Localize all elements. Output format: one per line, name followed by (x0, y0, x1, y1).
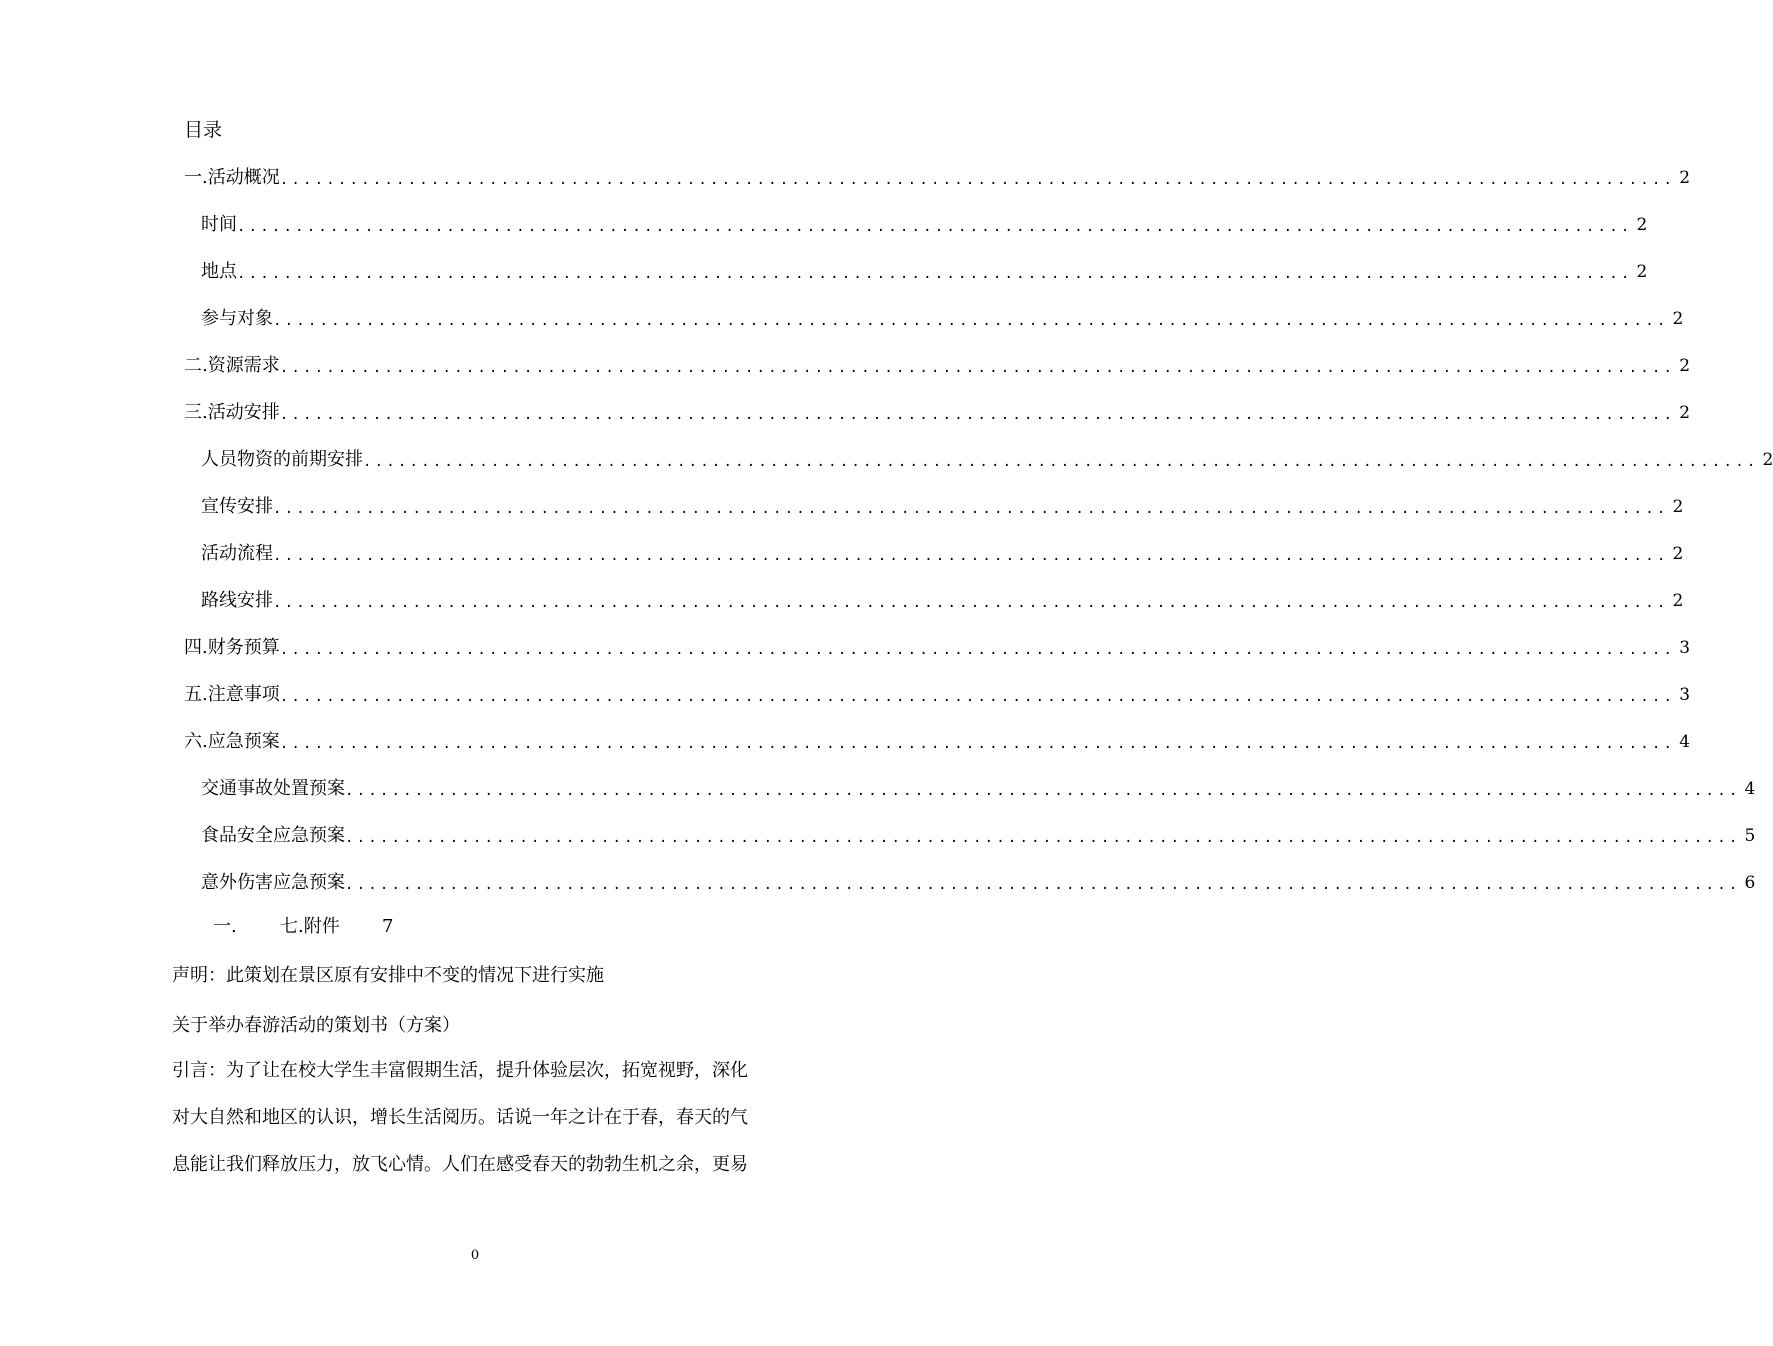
toc-entry[interactable] (184, 352, 1691, 380)
toc-entry-page: 3 (1679, 638, 1691, 658)
toc-leader-dots: ........................................................................................................................ (279, 407, 1676, 423)
toc-entry[interactable] (184, 164, 1691, 192)
toc-leader-dots: ........................................................................................................................ (345, 830, 1741, 846)
statement-text: 声明：此策划在景区原有安排中不变的情况下进行实施 (172, 965, 604, 986)
toc-entry-page: 2 (1636, 215, 1648, 235)
toc-entry-page: 2 (1672, 591, 1684, 611)
toc-entry[interactable] (184, 728, 1691, 756)
toc-leader-dots: ........................................................................................................................ (273, 548, 1669, 564)
toc-leader-dots: ........................................................................................................................ (237, 219, 1633, 235)
toc-title: 目录 (184, 119, 223, 141)
appendix-number: 一. (213, 916, 237, 937)
toc-entry-page: 2 (1672, 544, 1684, 564)
toc-leader-dots: ........................................................................................................................ (279, 642, 1676, 658)
toc-entry-label: 宣传安排 (201, 496, 273, 517)
appendix-label: 七.附件 (280, 916, 340, 937)
toc-entry-label: 交通事故处置预案 (201, 778, 345, 799)
toc-leader-dots: ........................................................................................................................ (273, 501, 1669, 517)
toc-entry-label: 一.活动概况 (184, 167, 280, 188)
toc-entry-label: 六.应急预案 (184, 731, 280, 752)
toc-entry[interactable] (201, 775, 1756, 803)
toc-entry-label: 地点 (201, 261, 237, 282)
toc-leader-dots: ........................................................................................................................ (279, 689, 1676, 705)
toc-leader-dots: ........................................................................................................................ (273, 595, 1669, 611)
toc-entry-page: 2 (1679, 356, 1691, 376)
toc-entry-label: 三.活动安排 (184, 402, 280, 423)
toc-leader-dots: ........................................................................................................................ (345, 877, 1741, 893)
toc-entry-label: 时间 (201, 214, 237, 235)
toc-leader-dots: ........................................................................................................................ (279, 172, 1676, 188)
toc-entry[interactable] (184, 681, 1691, 709)
document-title: 关于举办春游活动的策划书（方案） (172, 1015, 460, 1036)
intro-line: 对大自然和地区的认识，增长生活阅历。话说一年之计在于春，春天的气 (172, 1107, 748, 1128)
toc-entry-label: 五.注意事项 (184, 684, 280, 705)
toc-entry-page: 6 (1744, 873, 1756, 893)
toc-entry-page: 4 (1744, 779, 1756, 799)
toc-entry[interactable] (201, 211, 1648, 239)
toc-leader-dots: ........................................................................................................................ (273, 313, 1669, 329)
toc-leader-dots: ........................................................................................................................ (363, 454, 1759, 470)
toc-entry-page: 2 (1679, 168, 1691, 188)
intro-line: 引言：为了让在校大学生丰富假期生活，提升体验层次，拓宽视野，深化 (172, 1060, 748, 1081)
toc-entry[interactable] (201, 446, 1773, 474)
toc-entry-page: 3 (1679, 685, 1691, 705)
toc-entry-page: 4 (1679, 732, 1691, 752)
toc-leader-dots: ........................................................................................................................ (279, 360, 1676, 376)
toc-entry-page: 2 (1636, 262, 1648, 282)
toc-entry[interactable] (201, 540, 1684, 568)
toc-entry-page: 2 (1679, 403, 1691, 423)
toc-entry-label: 二.资源需求 (184, 355, 280, 376)
toc-entry[interactable] (201, 493, 1684, 521)
toc-leader-dots: ........................................................................................................................ (237, 266, 1633, 282)
toc-leader-dots: ........................................................................................................................ (279, 736, 1676, 752)
toc-leader-dots: ........................................................................................................................ (345, 783, 1741, 799)
toc-entry-label: 食品安全应急预案 (201, 825, 345, 846)
toc-entry-label: 参与对象 (201, 308, 273, 329)
appendix-page: 7 (382, 916, 394, 937)
toc-entry[interactable] (201, 822, 1756, 850)
toc-entry-label: 人员物资的前期安排 (201, 449, 363, 470)
toc-entry-page: 5 (1744, 826, 1756, 846)
toc-entry[interactable] (201, 587, 1684, 615)
toc-entry-label: 路线安排 (201, 590, 273, 611)
toc-entry-page: 2 (1672, 309, 1684, 329)
toc-entry[interactable] (201, 305, 1684, 333)
page-number: 0 (470, 1248, 480, 1263)
toc-entry[interactable] (201, 258, 1648, 286)
toc-entry-page: 2 (1672, 497, 1684, 517)
intro-line: 息能让我们释放压力，放飞心情。人们在感受春天的勃勃生机之余，更易 (172, 1154, 748, 1175)
toc-entry-label: 四.财务预算 (184, 637, 280, 658)
toc-entry[interactable] (201, 869, 1756, 897)
toc-entry-page: 2 (1762, 450, 1773, 470)
toc-entry[interactable] (184, 634, 1691, 662)
toc-entry-label: 活动流程 (201, 543, 273, 564)
toc-entry[interactable] (184, 399, 1691, 427)
toc-entry-label: 意外伤害应急预案 (201, 872, 345, 893)
